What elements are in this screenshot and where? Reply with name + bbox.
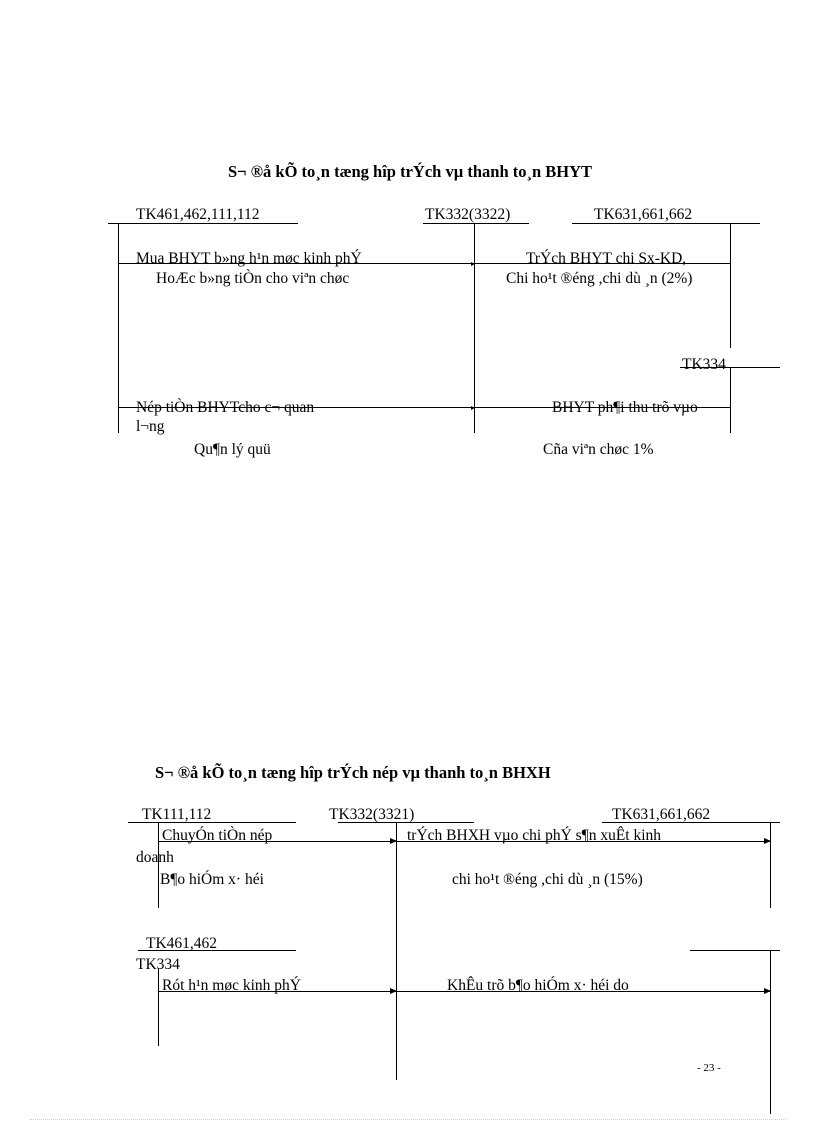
diagram2-right-vertical-top — [770, 822, 771, 908]
diagram2-arrow-2-left — [158, 991, 396, 992]
diagram2-account-right2-line — [690, 950, 780, 951]
diagram1-line5-left: Qu¶n lý quü — [194, 441, 271, 458]
diagram1-line2-left: HoÆc b»ng tiÒn cho viªn chøc — [156, 270, 350, 287]
diagram1-arrow-2 — [118, 407, 474, 408]
diagram1-left-vertical — [118, 223, 119, 433]
diagram1-arrow-1 — [118, 263, 474, 264]
diagram1-account-mid-line — [423, 223, 529, 224]
diagram1-account-right: TK631,661,662 — [594, 206, 693, 223]
diagram2-arrow-1-right — [396, 841, 770, 842]
diagram2-account-left: TK111,112 — [142, 806, 212, 823]
diagram2-line1-left: ChuyÓn tiÒn nép — [162, 827, 273, 844]
diagram2-account-left-line — [128, 822, 296, 823]
diagram2-mid-vertical — [396, 822, 397, 1080]
diagram1-account-right-line — [572, 223, 760, 224]
diagram1-right-vertical-top — [730, 223, 731, 348]
diagram2-arrow-2-right — [396, 991, 770, 992]
diagram1-right-vertical-bottom — [730, 367, 731, 433]
diagram2-account-right-line — [602, 822, 780, 823]
diagram1-account-left-line — [108, 223, 298, 224]
page-number: - 23 - — [697, 1062, 721, 1074]
diagram1-account-mid: TK332(3322) — [425, 206, 511, 223]
diagram1-line-1-right — [474, 263, 730, 264]
diagram2-account-right: TK631,661,662 — [612, 806, 711, 823]
diagram2-line4-right: KhÊu trõ b¶o hiÓm x· héi do — [447, 977, 629, 994]
diagram2-title: S¬ ®å kÕ to¸n tæng hîp trÝch nép vµ thanh to¸n BHXH — [155, 763, 551, 782]
diagram2-line2-left: doanh — [136, 849, 174, 866]
diagram2-line1-right: trÝch BHXH vµo chi phÝ s¶n xuÊt kinh — [407, 827, 662, 844]
diagram1-tk334-line — [680, 367, 780, 368]
diagram1-line1-right: TrÝch BHYT chi Sx-KD, — [526, 250, 687, 267]
diagram1-line4-left: l¬ng — [136, 418, 165, 435]
diagram1-mid-vertical — [474, 223, 475, 433]
diagram2-account-mid-line — [338, 822, 474, 823]
diagram1-account-left: TK461,462,111,112 — [136, 206, 260, 223]
diagram2-line3-right: chi ho¹t ®éng ,chi dù ¸n (15%) — [452, 871, 643, 888]
diagram1-line-2-right — [474, 407, 730, 408]
diagram2-account-left2: TK461,462 — [146, 935, 218, 952]
diagram1-line3-left: Nép tiÒn BHYTcho c¬ quan — [136, 399, 315, 416]
diagram2-line4-left: Rót h¹n møc kinh phÝ — [162, 977, 301, 994]
diagram2-line3-left: B¶o hiÓm x· héi — [160, 871, 264, 888]
diagram2-account-tk334: TK334 — [136, 956, 180, 973]
diagram2-arrow-1-left — [158, 841, 396, 842]
diagram2-right-vertical-bottom — [770, 950, 771, 1114]
diagram2-account-mid: TK332(3321) — [329, 806, 415, 823]
diagram1-line3-right: BHYT ph¶i thu trõ vµo — [552, 399, 698, 416]
diagram1-title: S¬ ®å kÕ to¸n tæng hîp trÝch vµ thanh to¸n BHYT — [228, 162, 593, 181]
page-bottom-rule — [30, 1119, 786, 1120]
diagram2-account-left2-line — [138, 950, 296, 951]
diagram2-left-vertical-bottom — [158, 968, 159, 1046]
diagram1-line1-left: Mua BHYT b»ng h¹n møc kinh phÝ — [136, 250, 362, 267]
diagram1-line2-right: Chi ho¹t ®éng ,chi dù ¸n (2%) — [506, 270, 693, 287]
diagram1-line5-right: Cña viªn chøc 1% — [543, 441, 654, 458]
diagram1-account-tk334: TK334 — [682, 356, 726, 373]
